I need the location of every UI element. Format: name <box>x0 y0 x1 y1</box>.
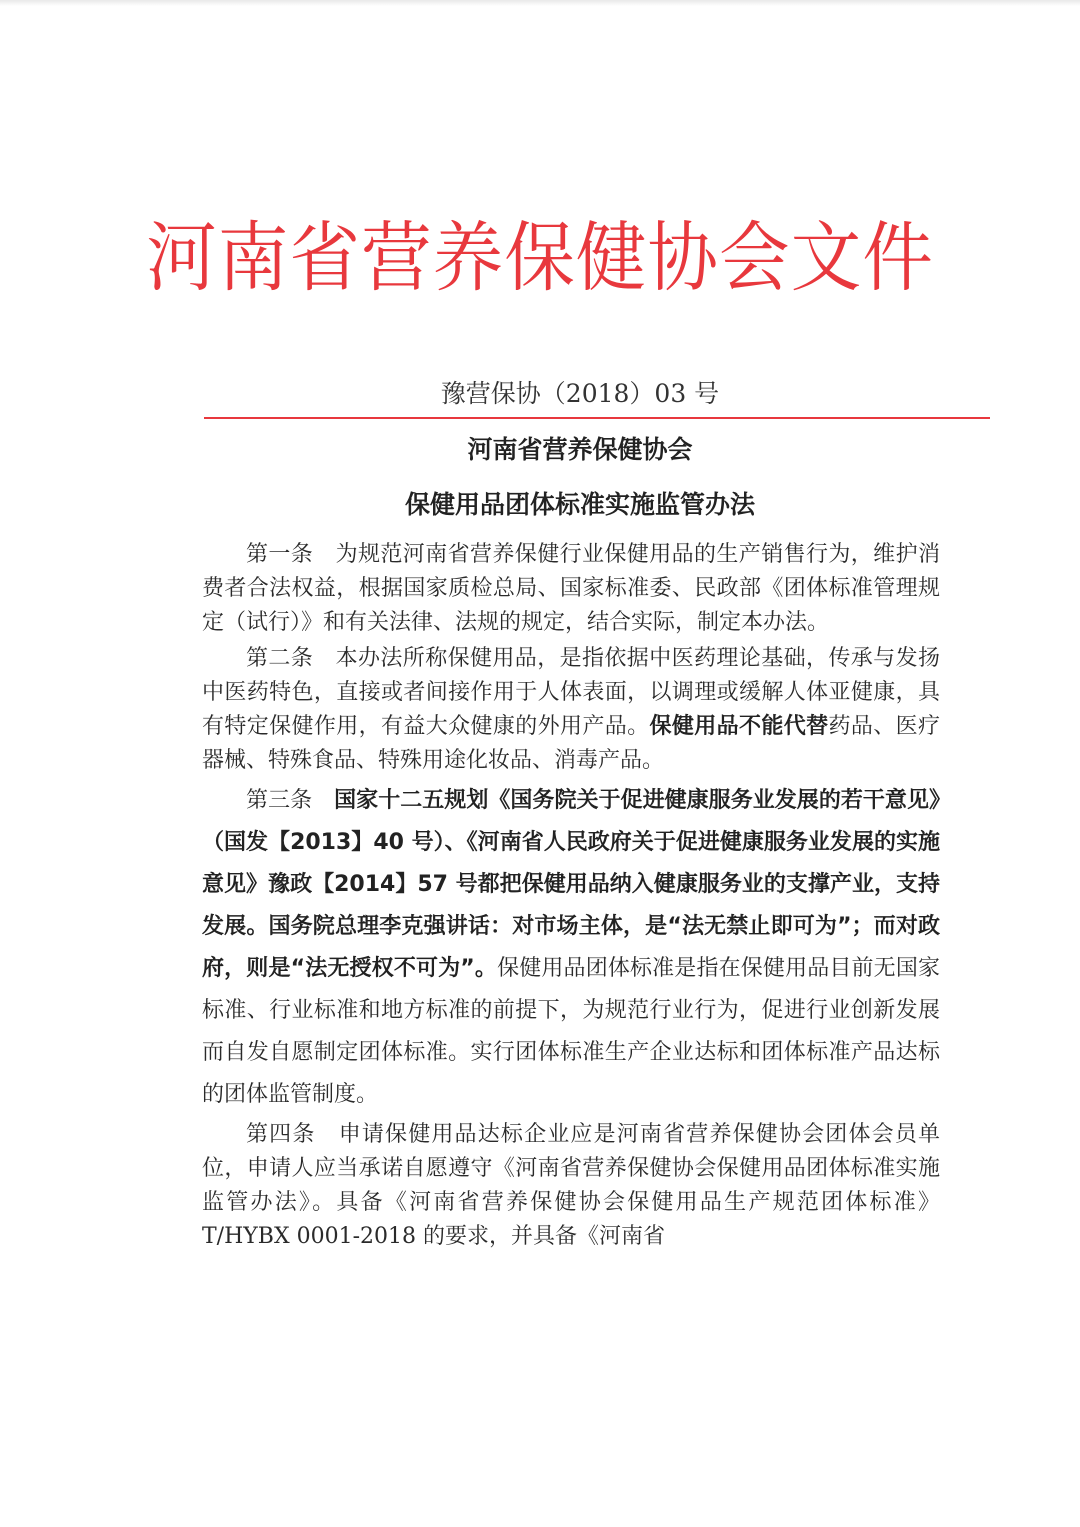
header-divider <box>204 417 990 419</box>
article-2 <box>202 642 940 778</box>
document-body <box>202 538 940 1256</box>
article-2-bold-text: 保健用品不能代替 <box>649 714 829 739</box>
org-header-title: 河南省营养保健协会文件 <box>146 213 934 302</box>
article-4: 第四条 申请保健用品达标企业应是河南省营养保健协会团体会员单位，申请人应当承诺自愿遵守《河南省营养保健协会保健用品团体标准实施监管办法》。具备《河南省营养保健协会保健用品生产规范团体标准》 T/HYBX 0001-2018 的要求，并具备《河南省 <box>202 1122 940 1249</box>
scan-edge <box>0 0 1080 6</box>
article-3-text: 保健用品团体标准是指在保健用品目前无国家标准、行业标准和地方标准的前提下，为规范行业行为，促进行业创新发展而自发自愿制定团体标准。实行团体标准生产企业达标和团体标准产品达标的团体监管制度。 <box>202 956 940 1107</box>
document-title-line1: 河南省营养保健协会 <box>467 435 693 464</box>
article-1: 第一条 为规范河南省营养保健行业保健用品的生产销售行为，维护消费者合法权益，根据国家质检总局、国家标准委、民政部《团体标准管理规定（试行）》和有关法律、法规的规定，结合实际，制定本办法。 <box>202 542 940 635</box>
article-3-bold-text: 国家十二五规划《国务院关于促进健康服务业发展的若干意见》（国发【2013】40 号）、《河南省人民政府关于促进健康服务业发展的实施意见》豫政【2014】57 号都把保健用品纳入健康服务业的支撑产业，支持发展。国务院总理李克强讲话：对市场主体，是“法无禁止即可为”；而对政府，则是“法无授权不可为”。 <box>202 788 940 981</box>
article-3-label: 第三条 <box>246 788 335 813</box>
document-number: 豫营保协（2018）03 号 <box>440 379 720 408</box>
article-2-text-end: 药品、医疗器械、特殊食品、特殊用途化妆品、消毒产品。 <box>202 714 940 773</box>
document-title-line2: 保健用品团体标准实施监管办法 <box>404 490 755 519</box>
article-2-text: 第二条 本办法所称保健用品，是指依据中医药理论基础，传承与发扬中医药特色，直接或者间接作用于人体表面，以调理或缓解人体亚健康，具有特定保健作用，有益大众健康的外用产品。 <box>202 646 940 739</box>
article-3 <box>202 780 940 1116</box>
